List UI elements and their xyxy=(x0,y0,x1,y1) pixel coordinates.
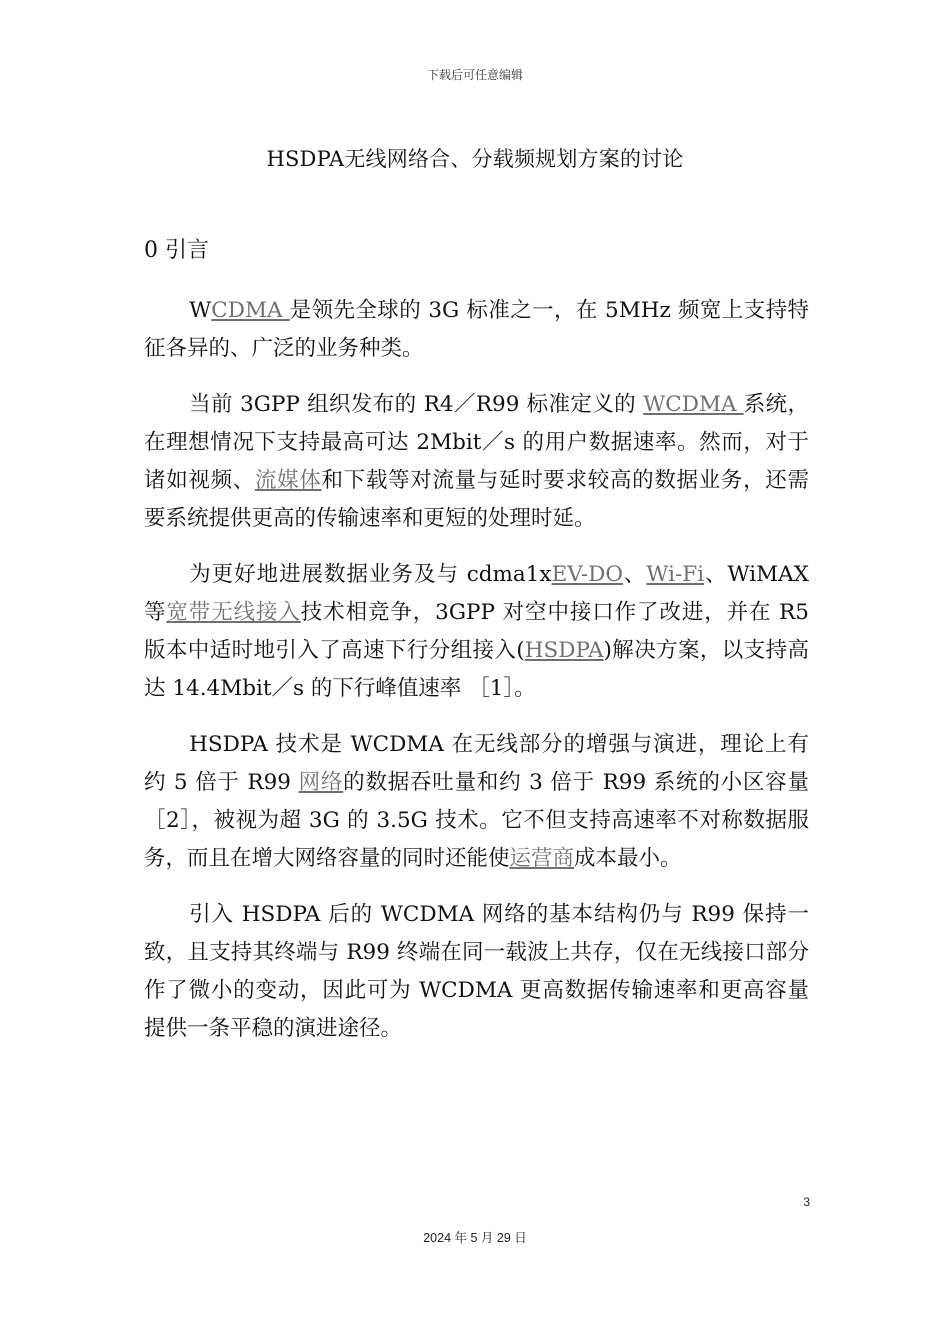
link-hsdpa[interactable]: HSDPA xyxy=(524,638,604,663)
text-run: 、 xyxy=(622,562,647,587)
text-run: HSDPA 技术是 WCDMA 在无线部分的增强与演进，理论上有约 5 倍于 R99 xyxy=(144,732,809,795)
text-run: )解决方案，以支持高达 14.4Mbit／s 的下行峰值速率 ［1］。 xyxy=(144,638,810,701)
document-title: HSDPA无线网络合、分载频规划方案的讨论 xyxy=(266,147,684,171)
link-streaming-media[interactable]: 流媒体 xyxy=(254,468,322,493)
section-heading: 0 引言 xyxy=(144,238,209,263)
text-run: W xyxy=(189,298,212,323)
page-number: 3 xyxy=(803,1195,810,1209)
paragraph-2 xyxy=(144,386,809,538)
text-run: 成本最小。 xyxy=(574,846,682,871)
paragraph-4 xyxy=(144,726,809,878)
link-network[interactable]: 网络 xyxy=(298,770,344,795)
text-run: 和下载等对流量与延时要求较高的数据业务，还需要系统提供更高的传输速率和更短的处理时延。 xyxy=(144,468,809,531)
text-run: 当前 3GPP 组织发布的 R4／R99 标准定义的 xyxy=(189,392,644,417)
link-cdma[interactable]: CDMA xyxy=(211,298,290,323)
link-broadband-wireless-access[interactable]: 宽带无线接入 xyxy=(166,600,301,625)
text-run: 、WiMAX 等 xyxy=(144,562,809,625)
footer-date: 2024 年 5 月 29 日 xyxy=(423,1231,527,1245)
link-operator[interactable]: 运营商 xyxy=(509,846,575,871)
text-run: 技术相竞争，3GPP 对空中接口作了改进，并在 R5 版本中适时地引入了高速下行分组接入( xyxy=(144,600,809,663)
paragraph-5 xyxy=(144,896,809,1048)
paragraph-1 xyxy=(144,292,809,368)
link-wcdma[interactable]: WCDMA xyxy=(643,392,744,417)
text-run: 的数据吞吐量和约 3 倍于 R99 系统的小区容量 ［2］，被视为超 3G 的 3.5G 技术。它不但支持高速率不对称数据服务，而且在增大网络容量的同时还能使 xyxy=(144,770,809,871)
paragraph-3 xyxy=(144,556,809,708)
text-run: 为更好地进展数据业务及与 cdma1x xyxy=(189,562,552,587)
link-ev-do[interactable]: EV-DO xyxy=(551,562,623,587)
link-wi-fi[interactable]: Wi-Fi xyxy=(646,562,705,587)
text-run: 是领先全球的 3G 标准之一，在 5MHz 频宽上支持特征各异的、广泛的业务种类。 xyxy=(144,298,809,361)
header-note: 下载后可任意编辑 xyxy=(426,68,523,82)
text-run: 系统，在理想情况下支持最高可达 2Mbit／s 的用户数据速率。然而，对于诸如视频、 xyxy=(144,392,809,493)
document-body xyxy=(144,292,809,1066)
text-run: 引入 HSDPA 后的 WCDMA 网络的基本结构仍与 R99 保持一致，且支持其终端与 R99 终端在同一载波上共存，仅在无线接口部分作了微小的变动，因此可为 WCDMA 更高数据传输速率和更高容量提供一条平稳的演进途径。 xyxy=(144,902,809,1041)
